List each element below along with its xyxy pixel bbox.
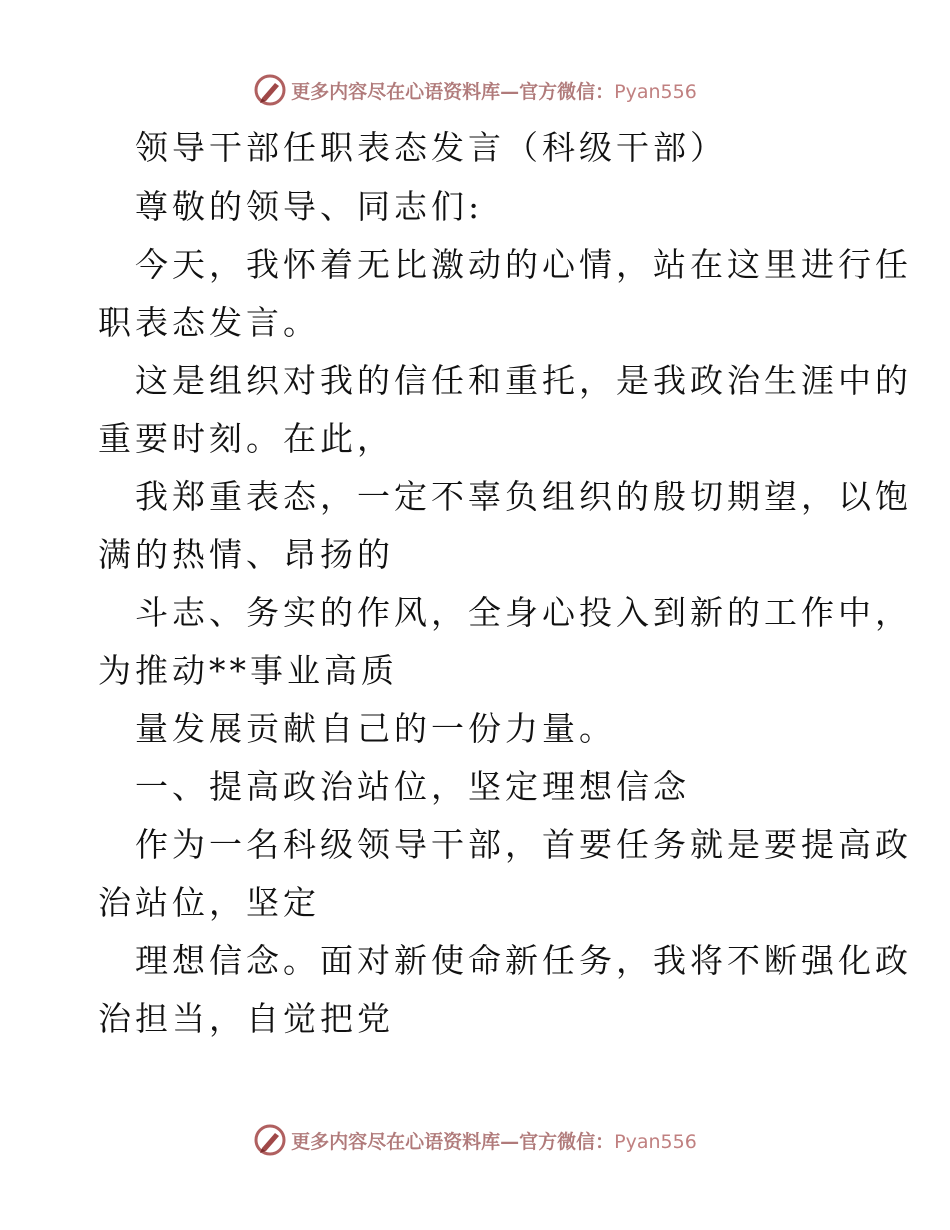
paragraph-line: 治站位，坚定 <box>98 883 320 922</box>
paragraph-line: 斗志、务实的作风，全身心投入到新的工作中， <box>135 593 912 632</box>
salutation: 尊敬的领导、同志们: <box>135 187 484 226</box>
paragraph-line: 职表态发言。 <box>98 303 320 342</box>
paragraph-line: 理想信念。面对新使命新任务，我将不断强化政 <box>135 941 912 980</box>
paragraph-line: 满的热情、昂扬的 <box>98 535 394 574</box>
pen-logo-icon <box>253 73 287 107</box>
paragraph-line: 这是组织对我的信任和重托，是我政治生涯中的 <box>135 361 912 400</box>
watermark-text: 更多内容尽在心语资料库—官方微信：Pyan556 <box>291 80 697 103</box>
header-watermark <box>0 70 950 110</box>
watermark-text: 更多内容尽在心语资料库—官方微信：Pyan556 <box>291 1130 697 1153</box>
paragraph-line: 作为一名科级领导干部，首要任务就是要提高政 <box>135 825 912 864</box>
paragraph-line: 我郑重表态，一定不辜负组织的殷切期望，以饱 <box>135 477 912 516</box>
paragraph-line: 治担当，自觉把党 <box>98 999 394 1038</box>
paragraph-line: 重要时刻。在此， <box>98 419 394 458</box>
paragraph-line: 为推动**事业高质 <box>98 651 398 690</box>
document-title: 领导干部任职表态发言（科级干部） <box>135 128 727 167</box>
footer-watermark <box>0 1120 950 1160</box>
paragraph-line: 量发展贡献自己的一份力量。 <box>135 709 616 748</box>
section-heading: 一、提高政治站位，坚定理想信念 <box>135 767 690 806</box>
paragraph-line: 今天，我怀着无比激动的心情，站在这里进行任 <box>135 245 912 284</box>
pen-logo-icon <box>253 1123 287 1157</box>
